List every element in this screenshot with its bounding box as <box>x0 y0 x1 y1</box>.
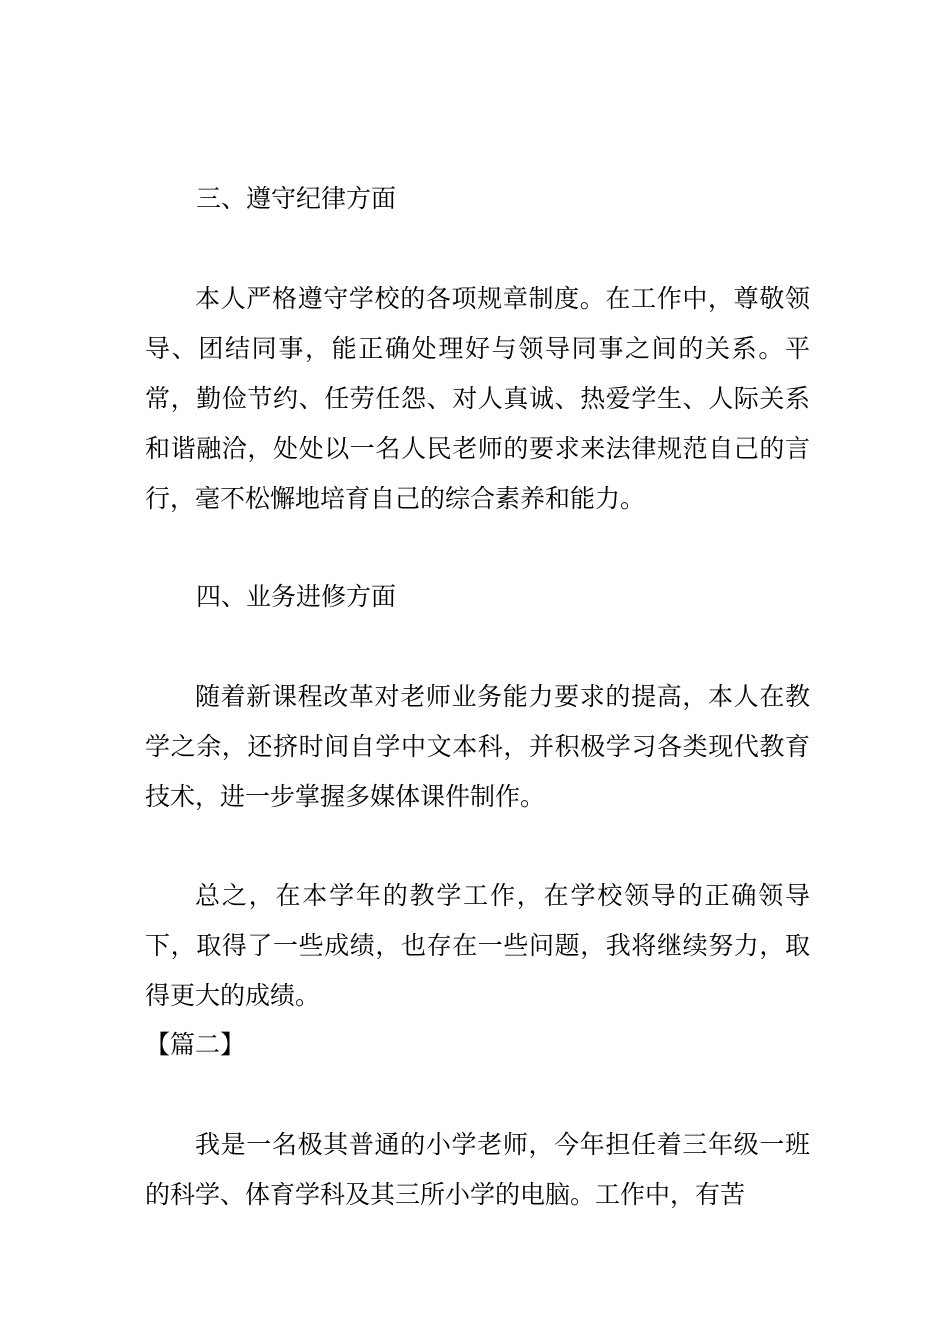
paragraph-discipline: 本人严格遵守学校的各项规章制度。在工作中，尊敬领导、团结同事，能正确处理好与领导同事之间的关系。平常，勤俭节约、任劳任怨、对人真诚、热爱学生、人际关系和谐融洽，处处以一名人民老师的要求来法律规范自己的言行，毫不松懈地培育自己的综合素养和能力。 <box>145 284 810 513</box>
section-marker-two: 【篇二】 <box>145 1030 246 1059</box>
section-heading-discipline: 三、遵守纪律方面 <box>196 184 397 213</box>
section-heading-study: 四、业务进修方面 <box>196 582 397 611</box>
paragraph-intro-two: 我是一名极其普通的小学老师，今年担任着三年级一班的科学、体育学科及其三所小学的电脑。工作中，有苦 <box>145 1130 810 1209</box>
paragraph-summary: 总之，在本学年的教学工作，在学校领导的正确领导下，取得了一些成绩，也存在一些问题，我将继续努力，取得更大的成绩。 <box>145 881 810 1010</box>
paragraph-study: 随着新课程改革对老师业务能力要求的提高，本人在教学之余，还挤时间自学中文本科，并积极学习各类现代教育技术，进一步掌握多媒体课件制作。 <box>145 682 810 811</box>
